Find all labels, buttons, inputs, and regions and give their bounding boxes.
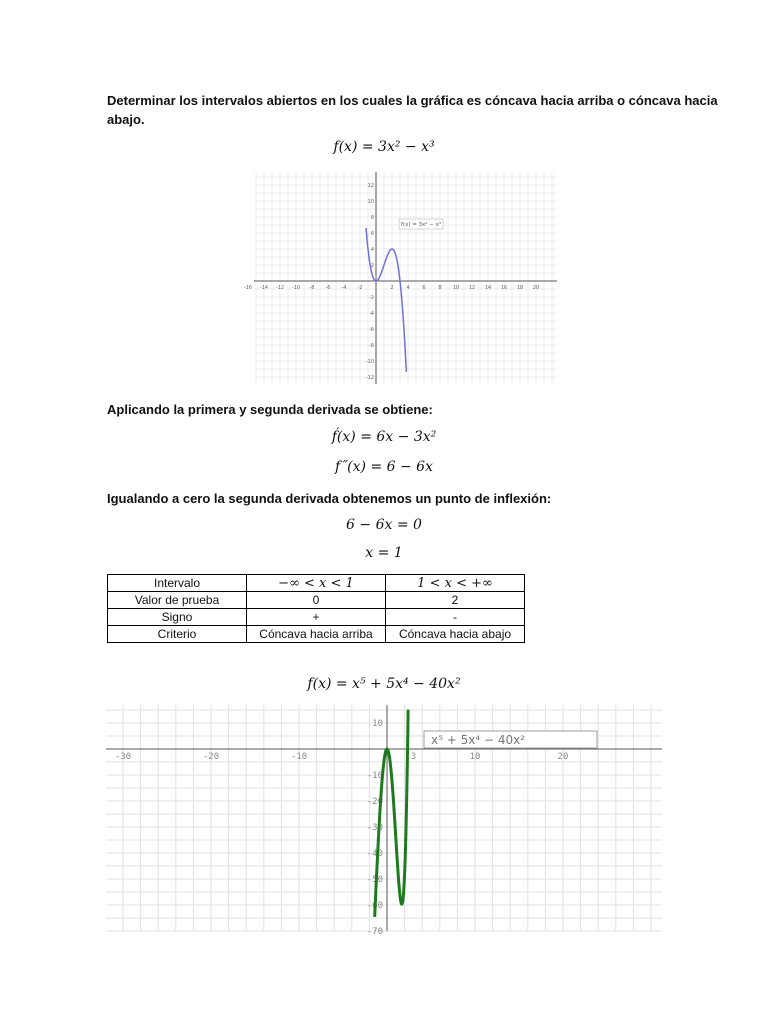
table-cell: 1 < x < +∞: [386, 575, 525, 592]
graph-2-y-tick: -50: [366, 875, 383, 885]
graph-1-x-tick: 14: [484, 285, 492, 291]
graph-1-y-tick: 4: [370, 247, 374, 253]
graph-1-x-tick: 8: [438, 285, 442, 291]
first-derivative: f́(x) = 6x − 3x²: [331, 429, 437, 445]
graph-2-curve: [375, 710, 408, 917]
graph-2-x-tick: 20: [557, 752, 569, 762]
graph-1-y-tick: -10: [365, 359, 374, 365]
graph-2-y-tick: -20: [366, 797, 383, 807]
table-cell: 2: [386, 592, 525, 609]
graph-1-y-tick: 10: [367, 199, 374, 205]
table-cell: +: [247, 609, 386, 626]
graph-1-x-tick: -2: [357, 285, 363, 291]
graph-1-x-tick: -12: [275, 285, 285, 291]
table-cell: Criterio: [108, 626, 247, 643]
table-cell: -: [386, 609, 525, 626]
graph-1-x-tick: -16: [243, 285, 253, 291]
graph-2-y-tick: -10: [366, 771, 383, 781]
graph-1-x-tick: 4: [406, 285, 410, 291]
second-derivative: f˝(x) = 6 − 6x: [335, 459, 433, 475]
concavity-table: [107, 574, 525, 643]
intro-text: Determinar los intervalos abiertos en los cuales la gráfica es cóncava hacia arriba o cóncava hacia: [107, 93, 718, 108]
graph-1-x-tick: -10: [291, 285, 301, 291]
graph-1-x-tick: 2: [390, 285, 394, 291]
table-row: [108, 592, 525, 609]
table-cell: Intervalo: [108, 575, 247, 592]
graph-1-x-tick: -4: [341, 285, 347, 291]
inflection-intro: Igualando a cero la segunda derivada obtenemos un punto de inflexión:: [107, 491, 552, 506]
graph-2-x-tick: -30: [114, 752, 132, 762]
graph-1-label: f(x) = 3x² − x³: [401, 222, 442, 228]
graph-1-x-tick: 10: [452, 285, 460, 291]
graph-1-x-tick: 16: [500, 285, 508, 291]
solution: x = 1: [365, 545, 403, 561]
graph-1-y-tick: 8: [370, 215, 374, 221]
intro-text-continued: abajo.: [107, 112, 145, 127]
graph-2-y-tick: -60: [366, 901, 383, 911]
table-row: [108, 575, 525, 592]
function-1-formula: f(x) = 3x² − x³: [333, 139, 435, 155]
table-row: [108, 626, 525, 643]
table-cell: −∞ < x < 1: [247, 575, 386, 592]
graph-2-x-tick: -10: [290, 752, 308, 762]
graph-1-y-tick: -8: [369, 343, 374, 349]
graph-1-x-tick: 12: [468, 285, 476, 291]
graph-1-y-tick: 6: [370, 231, 374, 237]
graph-1-x-tick: -6: [325, 285, 331, 291]
graph-2-label: x⁵ + 5x⁴ − 40x²: [431, 733, 526, 747]
table-cell: 0: [247, 592, 386, 609]
table-row: [108, 609, 525, 626]
table-cell: Cóncava hacia abajo: [386, 626, 525, 643]
table-cell: Valor de prueba: [108, 592, 247, 609]
graph-1: [243, 172, 557, 384]
equation: 6 − 6x = 0: [346, 517, 422, 533]
table-cell: Cóncava hacia arriba: [247, 626, 386, 643]
graph-2-y-tick: -30: [366, 823, 383, 833]
graph-1-y-tick: -12: [365, 375, 374, 381]
graph-1-x-tick: 6: [422, 285, 426, 291]
graph-1-y-tick: -2: [369, 295, 374, 301]
graph-2-x-tick: 10: [469, 752, 481, 762]
graph-1-y-tick: -4: [369, 311, 374, 317]
graph-1-x-tick: -8: [309, 285, 315, 291]
graph-2-y-tick: -40: [366, 849, 383, 859]
graph-2-x-tick: 3: [410, 752, 417, 762]
graph-2: [106, 705, 662, 937]
graph-1-x-tick: 20: [532, 285, 540, 291]
graph-1-x-tick: -14: [259, 285, 269, 291]
graph-1-x-tick: 18: [516, 285, 524, 291]
function-2-formula: f(x) = x⁵ + 5x⁴ − 40x²: [307, 676, 461, 692]
graph-1-y-tick: 12: [367, 183, 374, 189]
graph-1-y-tick: 2: [370, 263, 374, 269]
derivative-intro: Aplicando la primera y segunda derivada se obtiene:: [107, 402, 433, 417]
graph-1-y-tick: -6: [369, 327, 374, 333]
graph-2-y-tick: -70: [366, 927, 383, 937]
graph-2-y-tick: 10: [372, 719, 383, 729]
graph-2-x-tick: -20: [202, 752, 220, 762]
table-cell: Signo: [108, 609, 247, 626]
